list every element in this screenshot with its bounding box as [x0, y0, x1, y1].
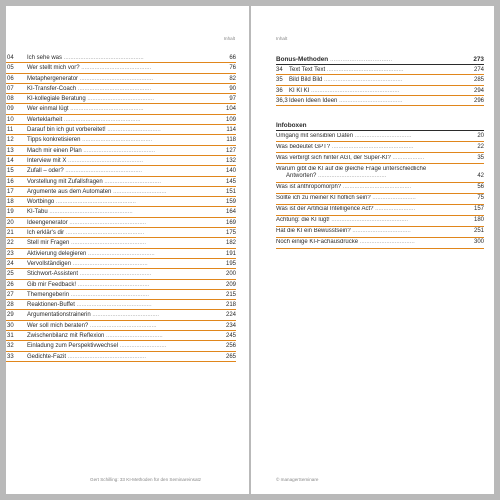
toc-entry-title: Werteklarheit ..............................................	[27, 116, 141, 123]
toc-entry-title: Vorstellung mit Zufallsfragen ..................................	[27, 178, 162, 185]
toc-entry-title: Achtung: die KI lügt! ..............................................	[276, 217, 409, 224]
toc-entry-title: Wortbingo ................................................	[27, 199, 136, 206]
toc-entry-page: 127	[225, 147, 236, 154]
toc-entry[interactable]	[276, 65, 484, 75]
toc-entry[interactable]	[276, 131, 484, 142]
toc-entry-number: 36	[276, 87, 283, 94]
toc-entry-leader: ................................................	[55, 199, 136, 206]
toc-entry-title: Bild Bild Bild ...............................................	[289, 77, 403, 84]
toc-entry[interactable]	[6, 218, 236, 228]
toc-entry-leader: ...............................................	[65, 230, 145, 237]
toc-entry-leader: .............................................	[68, 157, 144, 164]
toc-entry-number: 29	[7, 312, 14, 319]
toc-entry[interactable]	[6, 310, 236, 320]
toc-entry-page: 114	[226, 127, 236, 134]
toc-entry-title: Zwischenbilanz mit Reflexion ..................................	[27, 333, 163, 340]
toc-entry-leader: ..........................................	[82, 137, 153, 144]
toc-entry-leader: ...............................................	[70, 291, 150, 298]
toc-entry-page: 180	[473, 217, 484, 224]
toc-entry-title: Tipps konkretisieren ..........................................	[27, 137, 153, 144]
toc-entry-page: 164	[225, 209, 236, 216]
toc-entry-number: 30	[7, 322, 14, 329]
toc-entry-page: 274	[473, 67, 484, 73]
toc-entry[interactable]	[6, 74, 236, 84]
toc-entry-title: Noch einige KI-Fachausdrücke .................................	[276, 239, 415, 246]
toc-entry-leader: .........................................	[342, 184, 412, 191]
toc-entry-title: Wer stellt mich vor? ..........................................	[27, 65, 152, 72]
toc-entry-page: 140	[225, 168, 236, 175]
toc-entry-page: 159	[225, 199, 236, 206]
bonus-section-page: 273	[473, 56, 484, 63]
toc-entry-leader: ...................................	[352, 228, 411, 235]
toc-entry-leader: ........................................	[89, 322, 157, 329]
toc-entry[interactable]	[6, 197, 236, 207]
toc-entry-number: 11	[7, 127, 14, 134]
toc-entry-page: 151	[225, 188, 236, 195]
right-toc	[276, 54, 484, 249]
toc-entry-number: 10	[7, 116, 14, 123]
toc-entry-page: 209	[225, 281, 236, 288]
toc-entry-page: 200	[225, 271, 236, 278]
toc-entry-number: 04	[7, 55, 14, 61]
toc-entry-title: Vervollständigen .............................................	[27, 260, 148, 267]
bonus-entry-list	[276, 65, 484, 106]
toc-entry-title: Gib mir Feedback! ...........................................	[27, 281, 150, 288]
toc-entry-number: 07	[7, 85, 14, 92]
toc-entry-title: Aktivierung delegieren ........................................	[27, 250, 155, 257]
toc-entry-title: Reaktionen-Buffet .............................................	[27, 302, 152, 309]
toc-entry-number: 28	[7, 302, 14, 309]
toc-entry-leader: ..............................................	[69, 219, 147, 226]
toc-entry-title: Ideengenerator ..............................................	[27, 219, 147, 226]
toc-entry-page: 251	[473, 228, 484, 235]
toc-entry-page: 97	[229, 96, 236, 103]
toc-entry-leader: .............................................	[72, 260, 148, 267]
toc-entry[interactable]	[6, 290, 236, 300]
toc-entry-number: 35	[276, 77, 283, 84]
toc-entry-page: 22	[477, 143, 484, 150]
toc-entry-leader: ............................................	[70, 106, 144, 113]
toc-entry-leader: .............................................	[76, 302, 152, 309]
toc-entry-leader: ...................	[392, 154, 425, 161]
toc-entry-page: 109	[225, 116, 236, 123]
toc-entry[interactable]	[276, 142, 484, 153]
toc-entry-number: 34	[276, 67, 283, 73]
toc-entry-page: 82	[229, 75, 236, 82]
toc-entry-leader: ............................................	[77, 85, 152, 92]
toc-entry[interactable]	[6, 94, 236, 104]
toc-entry-leader: ...........................................	[77, 281, 150, 288]
toc-entry[interactable]	[276, 194, 484, 205]
toc-entry-leader: ............................................	[79, 75, 154, 82]
toc-entry-leader: ................................	[107, 127, 161, 134]
toc-entry-title: Warum gibt die KI auf die gleiche Frage unterschiedliche Antworten? .........................................	[276, 166, 475, 181]
toc-entry-number: 32	[7, 343, 14, 350]
left-page-footer: Gert Schilling: 33 KI-Methoden für den Seminareinsatz	[90, 477, 202, 482]
toc-entry-page: 182	[225, 240, 236, 247]
toc-entry[interactable]	[6, 341, 236, 351]
toc-entry-title: Was ist anthropomorph? .........................................	[276, 184, 412, 191]
toc-entry-leader: ........................................	[87, 96, 155, 103]
toc-entry-title: Themengeberin ...............................................	[27, 291, 150, 298]
toc-entry-page: 20	[477, 132, 484, 139]
toc-entry[interactable]	[276, 164, 484, 183]
toc-entry[interactable]	[276, 75, 484, 85]
toc-entry-title: Argumente aus dem Automaten ................................	[27, 188, 167, 195]
toc-entry-number: 16	[7, 178, 14, 185]
toc-entry-page: 285	[473, 77, 484, 84]
toc-entry-title: Zufall – oder? ..............................................	[27, 168, 143, 175]
toc-entry-title: Was ist der Artificial Intelligence Act? ........................	[276, 206, 416, 213]
toc-entry[interactable]	[6, 187, 236, 197]
right-page-footer: © managerSeminare	[276, 477, 319, 482]
toc-entry-title: Sollte ich zu meiner KI höflich sein? ..........................	[276, 195, 416, 202]
toc-entry-number: 15	[7, 168, 14, 175]
toc-entry-page: 35	[477, 154, 484, 161]
toc-entry-number: 20	[7, 219, 14, 226]
toc-entry[interactable]	[6, 63, 236, 73]
toc-entry-number: 09	[7, 106, 14, 113]
toc-entry-title: KI KI KI .....................................................	[289, 87, 400, 94]
toc-entry-title: Gedichte-Fazit ...............................................	[27, 353, 147, 360]
toc-entry-leader: ..................................	[354, 132, 412, 139]
toc-entry-page: 245	[225, 333, 236, 340]
toc-entry-page: 169	[225, 219, 236, 226]
toc-entry-page: 175	[225, 230, 236, 237]
toc-entry-title: Text Text Text ..............................................	[289, 67, 404, 73]
toc-entry-leader: .................................................	[331, 143, 414, 150]
toc-entry-title: Was verbirgt sich hinter AGI, der Super-KI? ...................	[276, 154, 425, 161]
toc-entry-page: 118	[226, 137, 236, 144]
toc-entry-page: 256	[225, 343, 236, 350]
toc-entry[interactable]	[6, 84, 236, 94]
toc-entry-page: 90	[229, 85, 236, 92]
toc-entry-leader: ..................................................	[49, 209, 133, 216]
toc-entry-leader: ........................................	[92, 312, 160, 319]
toc-entry-leader: ..................................	[104, 178, 162, 185]
toc-entry-title: Interview mit X .............................................	[27, 157, 144, 164]
toc-entry-leader: ...........................................	[79, 271, 152, 278]
toc-entry-number: 06	[7, 75, 14, 82]
toc-entry-title: Einladung zum Perspektivwechsel ............................	[27, 343, 167, 350]
toc-entry-title: Darauf bin ich gut vorbereitet! ................................	[27, 127, 161, 134]
toc-entry-leader: ..........................................	[81, 65, 152, 72]
toc-entry-number: 22	[7, 240, 14, 247]
toc-entry-number: 24	[7, 260, 14, 267]
toc-entry-number: 05	[7, 65, 14, 72]
left-toc-list	[6, 53, 236, 362]
toc-entry-title: Ich erklär's dir ...............................................	[27, 230, 145, 237]
toc-entry-number: 19	[7, 209, 14, 216]
toc-entry[interactable]	[276, 205, 484, 216]
toc-entry-title: Hat die KI ein Bewusstsein? ...................................	[276, 228, 411, 235]
toc-entry-number: 17	[7, 188, 14, 195]
toc-entry-page: 300	[473, 239, 484, 246]
toc-entry[interactable]	[6, 166, 236, 176]
toc-entry-page: 157	[473, 206, 484, 213]
toc-entry-number: 21	[7, 230, 14, 237]
toc-entry-leader: ..............................................	[331, 217, 409, 224]
toc-entry-number: 18	[7, 199, 14, 206]
toc-entry[interactable]	[6, 125, 236, 135]
toc-entry-title: Wer einmal lügt ............................................	[27, 106, 144, 113]
toc-entry-page: 234	[225, 322, 236, 329]
toc-entry-leader: ...............................................	[67, 353, 147, 360]
toc-entry[interactable]	[276, 96, 484, 106]
toc-entry-title: KI-kollegiale Beratung ........................................	[27, 96, 155, 103]
toc-entry[interactable]	[6, 321, 236, 331]
toc-entry-page: 195	[225, 260, 236, 267]
infobox-entry-list	[276, 131, 484, 249]
toc-entry-title: Stichwort-Assistent ...........................................	[27, 271, 152, 278]
toc-entry-title: Ideen Ideen Ideen ......................................	[289, 97, 403, 104]
toc-entry[interactable]	[6, 331, 236, 341]
toc-entry-title: Ich sehe was ................................................	[27, 55, 144, 61]
toc-entry-title: KI-Transfer-Coach ............................................	[27, 85, 152, 92]
toc-entry-title: Metaphergenerator ............................................	[27, 75, 154, 82]
toc-entry-leader: ..........................	[372, 195, 416, 202]
toc-entry-number: 33	[7, 353, 14, 360]
toc-entry-leader: .........................................	[318, 173, 387, 180]
toc-entry-leader: ......................................	[339, 97, 403, 104]
toc-entry-number: 08	[7, 96, 14, 103]
toc-entry-title: Was bedeutet GPT? .................................................	[276, 143, 414, 150]
toc-entry-title: Stell mir Fragen .............................................	[27, 240, 147, 247]
toc-entry[interactable]	[276, 183, 484, 194]
toc-entry[interactable]	[6, 146, 236, 156]
toc-entry[interactable]	[6, 280, 236, 290]
toc-entry-page: 224	[225, 312, 236, 319]
toc-entry-title: Argumentationstrainerin ........................................	[27, 312, 160, 319]
toc-entry-number: 26	[7, 281, 14, 288]
toc-entry[interactable]	[6, 300, 236, 310]
toc-entry[interactable]	[6, 207, 236, 217]
toc-entry-number: 31	[7, 333, 14, 340]
toc-entry-title: Umgang mit sensiblen Daten ..................................	[276, 132, 412, 139]
toc-entry-number: 27	[7, 291, 14, 298]
toc-entry[interactable]	[6, 135, 236, 145]
toc-entry[interactable]	[276, 238, 484, 249]
toc-entry-page: 104	[225, 106, 236, 113]
toc-entry-page: 294	[473, 87, 484, 94]
toc-entry[interactable]	[6, 104, 236, 114]
toc-entry[interactable]	[6, 352, 236, 362]
toc-entry-page: 218	[225, 302, 236, 309]
toc-entry-number: 25	[7, 271, 14, 278]
toc-entry-leader: ................................	[113, 188, 167, 195]
toc-entry[interactable]	[276, 153, 484, 164]
toc-entry-page: 265	[225, 353, 236, 360]
toc-entry[interactable]	[6, 238, 236, 248]
toc-entry[interactable]	[276, 227, 484, 238]
toc-entry[interactable]	[276, 216, 484, 227]
bonus-section-title: Bonus-Methoden ...................................	[276, 56, 393, 63]
toc-entry-page: 296	[473, 97, 484, 104]
toc-entry-number: 36,3	[276, 97, 288, 104]
toc-entry-leader: .............................................	[71, 240, 147, 247]
toc-entry-number: 12	[7, 137, 14, 144]
toc-entry-leader: .................................	[359, 239, 415, 246]
toc-entry-title: Wer soll mich beraten? ........................................	[27, 322, 157, 329]
toc-entry-page: 76	[229, 65, 236, 72]
toc-entry-page: 56	[477, 184, 484, 191]
infoboxen-heading: Infoboxen	[276, 120, 484, 131]
toc-entry[interactable]	[6, 269, 236, 279]
toc-entry[interactable]	[6, 228, 236, 238]
toc-entry-title: KI-Tabu ..................................................	[27, 209, 133, 216]
toc-entry-leader: ............................	[119, 343, 167, 350]
toc-entry-leader: ...............................................	[324, 77, 403, 84]
toc-entry[interactable]	[6, 259, 236, 269]
toc-entry-page: 132	[225, 157, 236, 164]
toc-entry-page: 75	[477, 195, 484, 202]
toc-entry-leader: .....................................................	[311, 87, 400, 94]
toc-entry[interactable]	[6, 53, 236, 63]
toc-entry-leader: ...........................................	[83, 147, 156, 154]
toc-entry-number: 23	[7, 250, 14, 257]
toc-entry-leader: ........................................	[88, 250, 155, 257]
left-page-header: Inhalt	[223, 36, 235, 41]
toc-entry-leader: ..............................................	[326, 67, 404, 73]
toc-entry-page: 42	[477, 173, 484, 180]
bonus-section-heading[interactable]	[276, 54, 484, 65]
toc-entry-leader: ..............................................	[63, 116, 141, 123]
toc-entry[interactable]	[6, 156, 236, 166]
left-page	[6, 6, 249, 494]
toc-entry[interactable]	[6, 115, 236, 125]
toc-entry-number: 14	[7, 157, 14, 164]
toc-entry-page: 145	[225, 178, 236, 185]
toc-entry-page: 191	[225, 250, 236, 257]
toc-entry[interactable]	[276, 86, 484, 96]
right-page	[251, 6, 494, 494]
toc-entry-leader: ..................................	[106, 333, 163, 340]
right-page-header: Inhalt	[276, 36, 288, 41]
toc-entry-page: 215	[225, 291, 236, 298]
toc-entry-title-continued: Antworten? .........................................	[286, 173, 387, 180]
toc-entry-leader: ................................................	[63, 55, 144, 61]
toc-entry[interactable]	[6, 177, 236, 187]
toc-entry-leader: ........................	[375, 206, 416, 213]
toc-entry-title: Mach mir einen Plan ...........................................	[27, 147, 156, 154]
toc-entry-leader: ..............................................	[65, 168, 143, 175]
toc-entry-number: 13	[7, 147, 14, 154]
toc-entry[interactable]	[6, 249, 236, 259]
toc-entry-page: 66	[229, 55, 236, 61]
